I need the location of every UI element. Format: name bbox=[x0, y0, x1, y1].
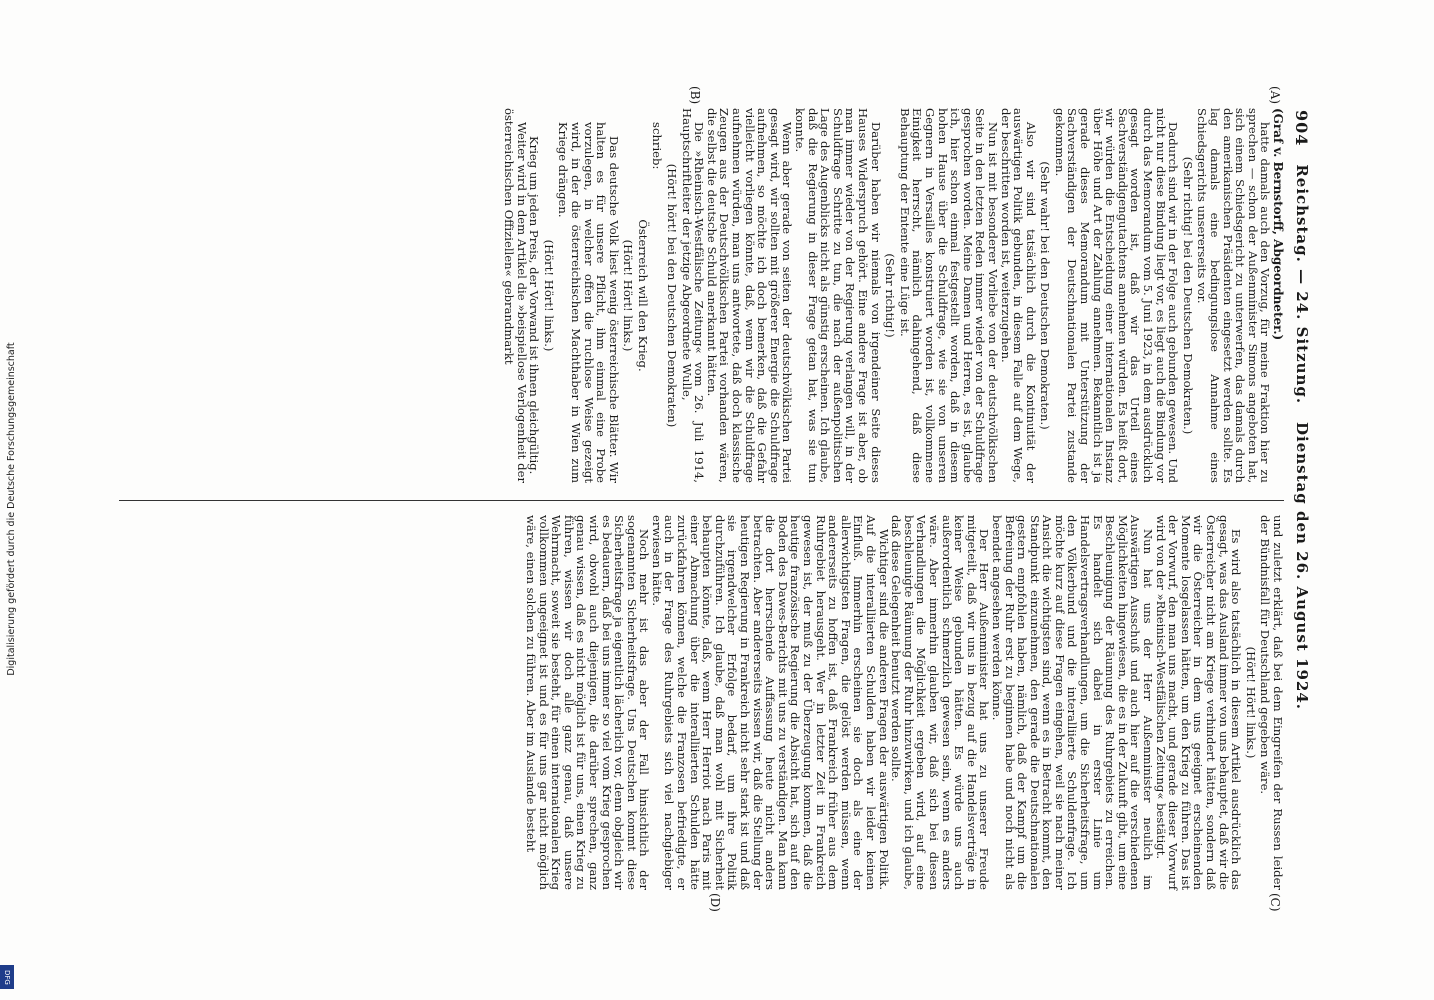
paragraph: Der Herr Außenminister hat uns zu unserer Freude mitgeteilt, daß wir uns in bezug auf die Handelsverträge in keiner Weise gebunden hätten. Es würde uns auch außerordentlich schmerzlich gewesen sein, wenn es anders wäre. Aber immerhin glauben wir, daß sich bei diesen Verhandlungen die Möglichkeit ergeben wird, auf eine beschleunigte Räumung der Ruhr hinzuwirken, und ich glaube, daß diese Gelegenheit benutzt werden sollte. bbox=[889, 515, 992, 890]
digitization-note: Digitalisierung gefördert durch die Deutsche Forschungsgemeinschaft bbox=[6, 342, 17, 676]
paragraph: und zuletzt erklärt, daß bei dem Eingreifen der Russen leider der Bündnisfall für Deutschland gegeben wäre. bbox=[1258, 515, 1285, 890]
header-title: Reichstag. — 24. Sitzung. bbox=[1293, 164, 1311, 405]
paragraph: Es wird also tatsächlich in diesem Artikel ausdrücklich das gesagt, was das Ausland immer von uns behauptet, daß wir die Österreicher nicht am Kriege verhindert hätten, sondern daß wir die Österreicher in dem uns geeignet erscheinenden Momente losgelassen hätten, um den Krieg zu führen. Das ist der Vorwurf, den man uns macht, und gerade dieser Vorwurf wird von der »Rheinisch-Westfälischen Zeitung« bestätigt. bbox=[1153, 515, 1244, 890]
paragraph: Nun ist mit besonderer Vorliebe von der deutschvölkischen Seite in den letzten Reden immer wieder von der Schuldfrage gesprochen worden. Meine Damen und Herren, es ist, glaube ich, hier schon einmal festgestellt worden, daß in diesem hohen Hause über die Schuldfrage, wie sie von unseren Gegnern in Versailles konstruiert worden ist, vollkommene Einigkeit herrscht, nämlich dahingehend, daß diese Behauptung der Entente eine Lüge ist. bbox=[897, 108, 1000, 483]
paragraph: Darüber haben wir niemals von irgendeiner Seite dieses Hauses Widerspruch gehört. Eine andere Frage ist aber, ob man immer wieder von der Regierung verlangen will, in der Schuldfrage Schritte zu tun, die nach der außenpolitischen Lage des Augenblicks nicht als günstig erscheinen. Ich glaube, daß die Regierung in dieser Frage getan hat, was sie tun konnte. bbox=[793, 108, 883, 483]
left-column bbox=[502, 108, 1284, 483]
interjection: (Hört! Hört! links.) bbox=[621, 239, 636, 352]
paragraph: Wichtiger sind die anderen Fragen der auswärtigen Politik. Auf die interalliierten Schulden haben wir leider keinen Einfluß. Immerhin erscheinen sie doch als eine der allerwichtigsten Fragen, die gelöst werden müssen, wenn andererseits zu hoffen ist, daß Frankreich früher aus dem Ruhrgebiet herausgeht. Wer in letzter Zeit in Frankreich gewesen ist, der muß zu der Überzeugung kommen, daß die heutige französische Regierung die Absicht hat, sich auf den Boden des Dawes-Berichts mit uns zu verständigen. Man kann die dort herrschende Auffassung heute nicht anders betrachten. Aber andererseits wissen wir, daß die Stellung der heutigen Regierung in Frankreich nicht sehr stark ist und daß sie irgendwelcher Erfolge bedarf, um ihre Politik durchzuführen. Ich glaube, daß man wohl mit Sicherheit behaupten könnte, daß, wenn Herr Herriot nach Paris mit einer Abmachung über die interalliierten Schulden hätte zurückfahren können, welche die Franzosen befriedigte, er auch in der Frage des Ruhrgebiets sich viel nachgiebiger erwiesen hätte. bbox=[649, 515, 891, 890]
margin-mark-c: (C) bbox=[1268, 893, 1282, 912]
interjection: (Sehr richtig! bei den Deutschen Demokraten.) bbox=[1180, 156, 1195, 435]
right-column bbox=[524, 515, 1284, 890]
paragraph: Noch mehr ist das aber der Fall hinsichtlich der sogenannten Sicherheitsfrage. Uns Deutschen kommt diese Sicherheitsfrage ja eigentlich lächerlich vor, denn obgleich wir es bedauern, daß bei uns immer so viel vom Krieg gesprochen wird, obwohl auch diejenigen, die darüber sprechen, ganz genau wissen, daß es nicht möglich ist für uns, einen Krieg zu führen, wissen wir doch alle ganz genau, daß unsere Wehrmacht, soweit sie besteht, für einen internationalen Krieg vollkommen ungeeignet ist und es für uns gar nicht möglich wäre, einen solchen zu führen. Aber im Auslande besteht bbox=[523, 515, 652, 890]
interjection: (Sehr wahr! bei den Deutschen Demokraten.) bbox=[1038, 161, 1053, 430]
page-number: 904 bbox=[1292, 110, 1312, 147]
header-date: Dienstag den 26. August 1924. bbox=[1293, 422, 1311, 710]
interjection: (Hört! Hört! links.) bbox=[541, 239, 556, 352]
paragraph: Die »Rheinisch-Westfälische Zeitung« vom 26. Juli 1914, Hauptschriftleiter der jetzige Abgeordnete Wulle, bbox=[679, 108, 707, 483]
interjection: (Sehr richtig!) bbox=[883, 253, 898, 338]
paragraph: Also wir sind tatsächlich durch die Kontinuität der auswärtigen Politik gebunden, in diesem Falle auf dem Wege, der beschritten worden ist, weiterzugehen. bbox=[998, 108, 1038, 483]
column-divider bbox=[119, 500, 1284, 501]
page-header bbox=[1290, 110, 1314, 710]
interjection: (Hört! Hört! links.) bbox=[1243, 646, 1258, 759]
quote-heading: Österreich will den Krieg. bbox=[635, 219, 650, 372]
dfg-logo-icon: DFG bbox=[0, 965, 14, 989]
paragraph: Nun hat uns der Herr Außenminister neulich im Auswärtigen Ausschuß und auch hier auf die verschiedenen Möglichkeiten hingewiesen, die es in der Zukunft gibt, um eine Beschleunigung der Räumung des Ruhrgebiets zu erreichen. Es handelt sich dabei in erster Linie um Handelsvertragsverhandlungen, um die Sicherheitsfrage, um den Völkerbund und die interalliierte Schuldenfrage. Ich möchte kurz auf diese Fragen eingehen, weil sie nach meiner Ansicht die wichtigsten sind, wenn es in Betracht kommt, den Standpunkt einzunehmen, den gerade die Deutschnationalen gestern empfohlen haben, nämlich, daß der Kampf um die Befreiung der Ruhr erst zu beginnen habe und noch nicht als beendet angesehen werden könne. bbox=[989, 515, 1156, 890]
quote-paragraph: Das deutsche Volk liest wenig österreichische Blätter. Wir halten es für unsere Pflicht, ihm einmal eine Probe vorzulegen, in welcher offen die ruchlose Weise gezeigt wird, in der die österreichischen Machthaber in Wien zum Kriege drängen. bbox=[556, 122, 621, 483]
paragraph: Weiter wird in dem Artikel die »beispiellose Verlogenheit der österreichischen Offiziellen« gebrandmarkt bbox=[501, 108, 529, 483]
quote-paragraph: Krieg um jeden Preis, der Vorwand ist ihnen gleichgültig. bbox=[527, 136, 542, 475]
paragraph: schrieb: bbox=[650, 122, 665, 170]
margin-mark-b: (B) bbox=[688, 86, 702, 105]
paragraph: Wenn aber gerade von seiten der deutschvölkischen Partei gesagt wird, wir sollten mit größerer Energie die Schuldfrage aufnehmen, so möchte ich doch bemerken, daß die Gefahr vielleicht vorliegen könnte, daß, wenn wir die Schuldfrage aufnehmen würden, man uns antwortete, daß doch klassische Zeugen aus der Deutschvölkischen Partei vorhanden wären, die selbst die deutsche Schuld anerkannt hätten. bbox=[704, 108, 795, 483]
paragraph: Dadurch sind wir in der Folge auch gebunden gewesen. Und nicht nur diese Bindung liegt vor, es liegt auch die Bindung vor durch das Memorandum vom 5. Juni 1923, in dem ausdrücklich gesagt worden ist, daß wir das Urteil eines Sachverständigengutachtens annehmen würden. Es heißt dort, wir würden die Entscheidung einer internationalen Instanz über Höhe und Art der Zahlung annehmen. Bekanntlich ist ja gerade dieses Memorandum mit Unterstützung der Sachverständigen der Deutschnationalen Partei zustande gekommen. bbox=[1052, 108, 1181, 483]
interjection: (Hört! hört! bei den Deutschen Demokraten) bbox=[665, 163, 680, 428]
margin-mark-d: (D) bbox=[708, 893, 722, 912]
margin-mark-a: (A) bbox=[1268, 86, 1282, 105]
paragraph: hatte damals auch den Vorzug, für meine Fraktion hier zu sprechen — schon der Außenminister Simons angeboten hat, sich einem Schiedsgericht zu unterwerfen, das damals durch den amerikanischen Präsidenten eingesetzt werden sollte. Es lag damals eine bedingungslose Annahme eines Schiedsgerichts unsererseits vor. bbox=[1195, 108, 1273, 483]
speaker-name: (Graf v. Bernstorff, Abgeordneter.) bbox=[1271, 108, 1285, 341]
